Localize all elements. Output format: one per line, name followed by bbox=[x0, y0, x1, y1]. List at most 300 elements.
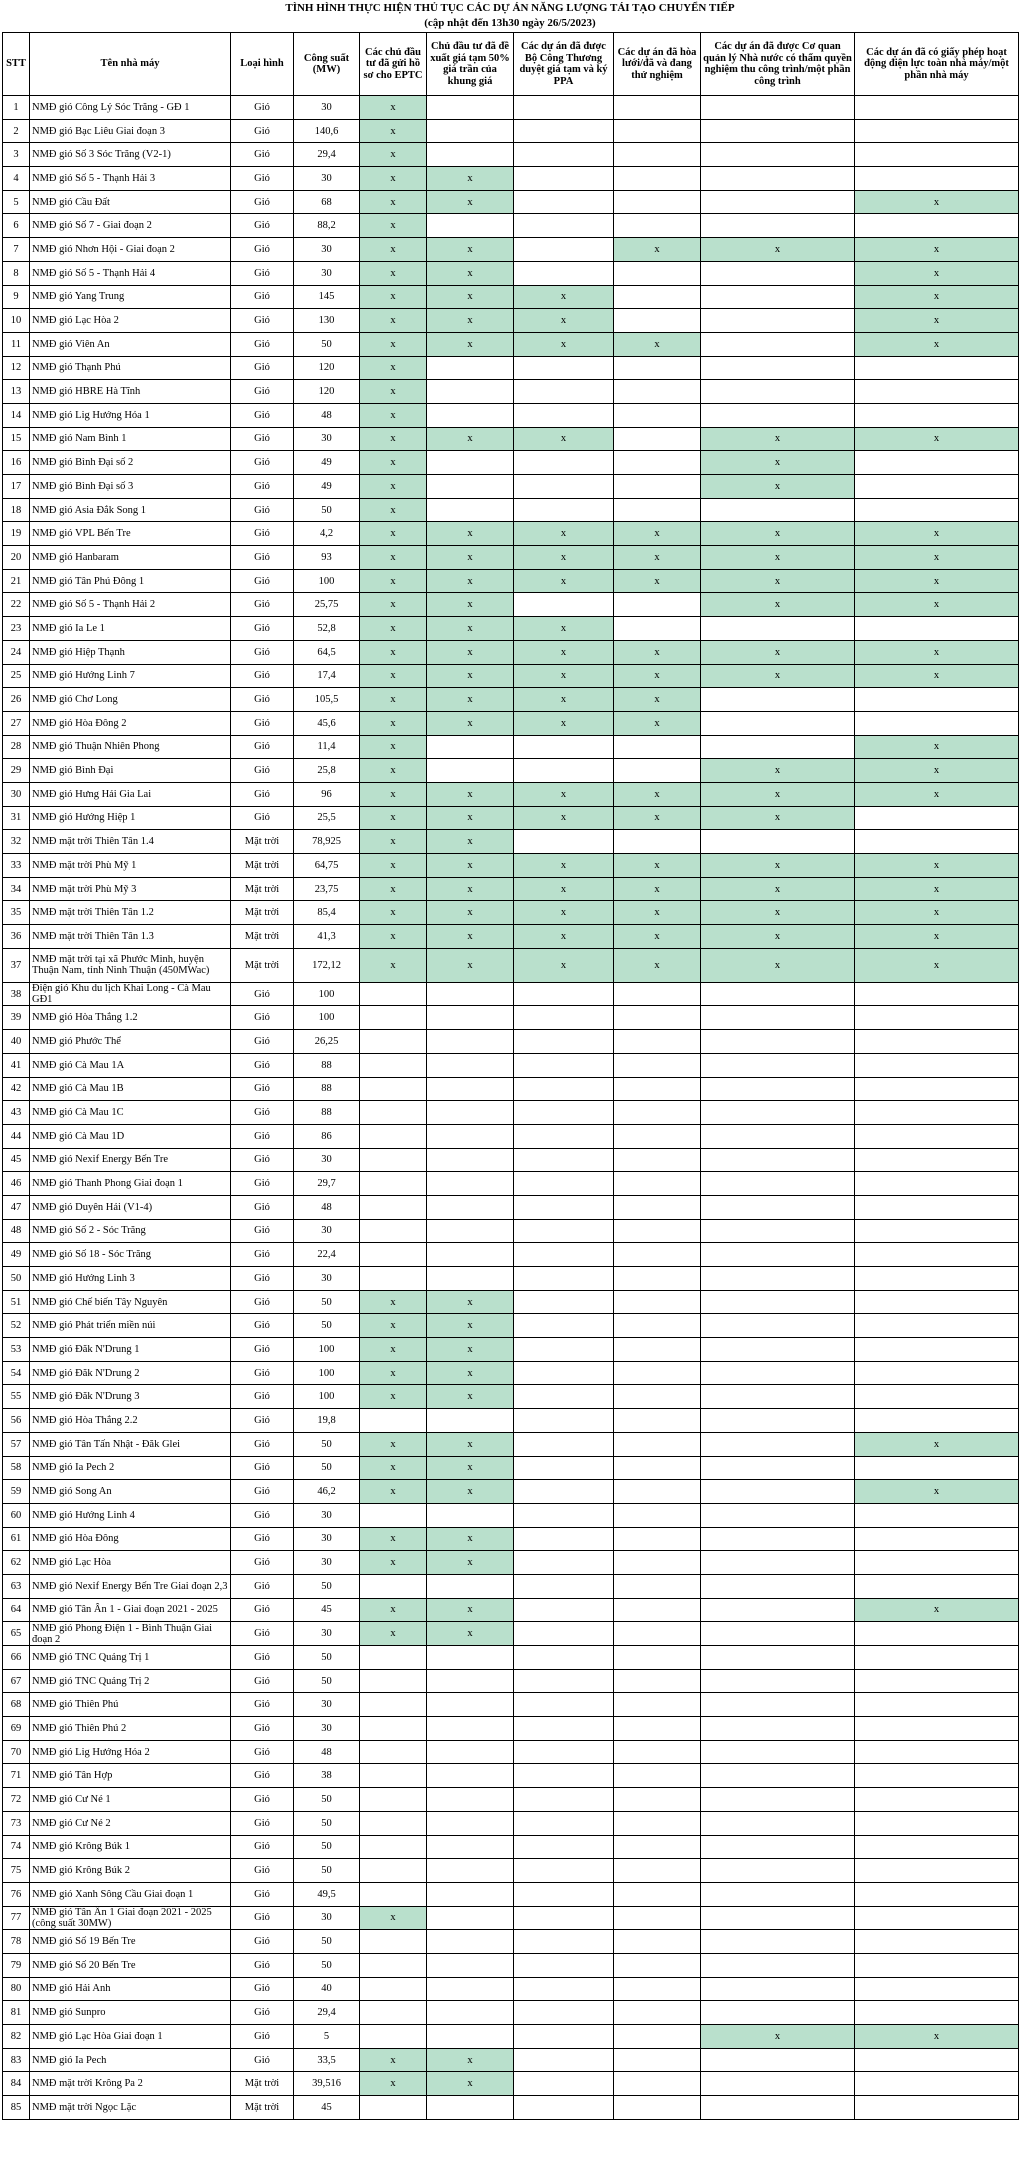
cell-capacity: 23,75 bbox=[294, 877, 360, 901]
cell-stt: 59 bbox=[3, 1480, 30, 1504]
cell-capacity: 50 bbox=[294, 1835, 360, 1859]
cell-ppa bbox=[514, 1527, 614, 1551]
cell-type: Gió bbox=[231, 569, 294, 593]
cell-ppa bbox=[514, 1574, 614, 1598]
cell-license bbox=[855, 1859, 1019, 1883]
cell-stt: 81 bbox=[3, 2001, 30, 2025]
cell-license: x bbox=[855, 522, 1019, 546]
cell-price-proposal bbox=[427, 735, 514, 759]
cell-ppa bbox=[514, 1906, 614, 1930]
cell-license: x bbox=[855, 593, 1019, 617]
cell-stt: 69 bbox=[3, 1717, 30, 1741]
cell-name: NMĐ gió Sunpro bbox=[30, 2001, 231, 2025]
cell-grid-connected bbox=[614, 1148, 701, 1172]
table-row bbox=[3, 546, 1019, 570]
table-row bbox=[3, 593, 1019, 617]
cell-acceptance bbox=[701, 1953, 855, 1977]
cell-price-proposal: x bbox=[427, 285, 514, 309]
cell-license bbox=[855, 1646, 1019, 1670]
cell-capacity: 50 bbox=[294, 1314, 360, 1338]
cell-grid-connected bbox=[614, 1693, 701, 1717]
cell-acceptance bbox=[701, 2048, 855, 2072]
table-row bbox=[3, 1622, 1019, 1646]
cell-eptc bbox=[360, 1006, 427, 1030]
cell-eptc: x bbox=[360, 380, 427, 404]
table-row bbox=[3, 1267, 1019, 1291]
cell-capacity: 48 bbox=[294, 403, 360, 427]
table-row bbox=[3, 1101, 1019, 1125]
cell-grid-connected bbox=[614, 1953, 701, 1977]
cell-capacity: 29,4 bbox=[294, 2001, 360, 2025]
col-header-license: Các dự án đã có giấy phép hoạt động điện lực toàn nhà máy/một phần nhà máy bbox=[855, 33, 1019, 96]
cell-name: NMĐ gió Cư Né 2 bbox=[30, 1811, 231, 1835]
cell-name: NMĐ gió Phước Thể bbox=[30, 1030, 231, 1054]
cell-ppa bbox=[514, 1551, 614, 1575]
cell-stt: 41 bbox=[3, 1053, 30, 1077]
cell-license bbox=[855, 1314, 1019, 1338]
cell-eptc: x bbox=[360, 96, 427, 120]
cell-stt: 1 bbox=[3, 96, 30, 120]
cell-stt: 80 bbox=[3, 1977, 30, 2001]
cell-name: NMĐ gió Duyên Hải (V1-4) bbox=[30, 1195, 231, 1219]
cell-acceptance bbox=[701, 261, 855, 285]
cell-eptc: x bbox=[360, 759, 427, 783]
cell-name: NMĐ gió Hòa Đông 2 bbox=[30, 711, 231, 735]
cell-stt: 62 bbox=[3, 1551, 30, 1575]
cell-name: NMĐ gió Cà Mau 1A bbox=[30, 1053, 231, 1077]
cell-stt: 78 bbox=[3, 1930, 30, 1954]
cell-acceptance: x bbox=[701, 475, 855, 499]
cell-license bbox=[855, 143, 1019, 167]
cell-capacity: 49 bbox=[294, 451, 360, 475]
cell-price-proposal bbox=[427, 1574, 514, 1598]
col-header-name: Tên nhà máy bbox=[30, 33, 231, 96]
cell-type: Mặt trời bbox=[231, 2072, 294, 2096]
cell-license: x bbox=[855, 332, 1019, 356]
cell-price-proposal bbox=[427, 1219, 514, 1243]
cell-ppa: x bbox=[514, 640, 614, 664]
cell-type: Mặt trời bbox=[231, 901, 294, 925]
cell-name: NMĐ gió Cà Mau 1D bbox=[30, 1124, 231, 1148]
cell-grid-connected bbox=[614, 1124, 701, 1148]
cell-eptc: x bbox=[360, 546, 427, 570]
cell-name: NMĐ gió Tân Ân 1 Giai đoạn 2021 - 2025 (công suất 30MW) bbox=[30, 1906, 231, 1930]
cell-stt: 7 bbox=[3, 238, 30, 262]
table-body bbox=[3, 96, 1019, 2120]
cell-grid-connected bbox=[614, 1835, 701, 1859]
table-row bbox=[3, 427, 1019, 451]
cell-stt: 47 bbox=[3, 1195, 30, 1219]
cell-eptc: x bbox=[360, 522, 427, 546]
cell-capacity: 88 bbox=[294, 1101, 360, 1125]
cell-capacity: 48 bbox=[294, 1195, 360, 1219]
table-row bbox=[3, 617, 1019, 641]
cell-price-proposal bbox=[427, 119, 514, 143]
cell-capacity: 145 bbox=[294, 285, 360, 309]
cell-ppa bbox=[514, 593, 614, 617]
cell-name: NMĐ gió Tân Phú Đông 1 bbox=[30, 569, 231, 593]
cell-ppa bbox=[514, 2096, 614, 2120]
cell-capacity: 30 bbox=[294, 1551, 360, 1575]
table-row bbox=[3, 1456, 1019, 1480]
cell-grid-connected bbox=[614, 1314, 701, 1338]
cell-grid-connected bbox=[614, 1338, 701, 1362]
cell-ppa bbox=[514, 2048, 614, 2072]
cell-name: NMĐ gió Tân Ân 1 - Giai đoạn 2021 - 2025 bbox=[30, 1598, 231, 1622]
cell-name: NMĐ gió Thuận Nhiên Phong bbox=[30, 735, 231, 759]
cell-grid-connected: x bbox=[614, 688, 701, 712]
cell-type: Gió bbox=[231, 119, 294, 143]
cell-price-proposal bbox=[427, 1693, 514, 1717]
cell-ppa bbox=[514, 1124, 614, 1148]
table-row bbox=[3, 925, 1019, 949]
cell-capacity: 22,4 bbox=[294, 1243, 360, 1267]
cell-grid-connected: x bbox=[614, 782, 701, 806]
cell-capacity: 30 bbox=[294, 1503, 360, 1527]
cell-ppa bbox=[514, 1243, 614, 1267]
cell-stt: 54 bbox=[3, 1361, 30, 1385]
document-header bbox=[0, 0, 1020, 32]
cell-grid-connected bbox=[614, 1053, 701, 1077]
table-row bbox=[3, 167, 1019, 191]
cell-type: Gió bbox=[231, 1764, 294, 1788]
cell-grid-connected bbox=[614, 830, 701, 854]
cell-name: NMĐ mặt trời Krông Pa 2 bbox=[30, 2072, 231, 2096]
cell-stt: 70 bbox=[3, 1740, 30, 1764]
cell-acceptance bbox=[701, 1977, 855, 2001]
cell-capacity: 30 bbox=[294, 238, 360, 262]
cell-license bbox=[855, 2072, 1019, 2096]
cell-price-proposal: x bbox=[427, 167, 514, 191]
col-header-eptc: Các chủ đầu tư đã gửi hồ sơ cho EPTC bbox=[360, 33, 427, 96]
cell-price-proposal bbox=[427, 475, 514, 499]
cell-license: x bbox=[855, 877, 1019, 901]
cell-ppa bbox=[514, 1953, 614, 1977]
cell-type: Mặt trời bbox=[231, 877, 294, 901]
cell-ppa bbox=[514, 1717, 614, 1741]
table-row bbox=[3, 1693, 1019, 1717]
cell-capacity: 100 bbox=[294, 982, 360, 1006]
cell-type: Gió bbox=[231, 1953, 294, 1977]
cell-capacity: 48 bbox=[294, 1740, 360, 1764]
cell-price-proposal bbox=[427, 1148, 514, 1172]
table-row bbox=[3, 522, 1019, 546]
cell-price-proposal: x bbox=[427, 711, 514, 735]
cell-acceptance bbox=[701, 96, 855, 120]
cell-ppa bbox=[514, 403, 614, 427]
cell-license: x bbox=[855, 2025, 1019, 2049]
cell-stt: 67 bbox=[3, 1669, 30, 1693]
cell-type: Gió bbox=[231, 1361, 294, 1385]
cell-stt: 2 bbox=[3, 119, 30, 143]
cell-license bbox=[855, 1906, 1019, 1930]
cell-ppa bbox=[514, 1835, 614, 1859]
cell-price-proposal: x bbox=[427, 238, 514, 262]
cell-eptc: x bbox=[360, 1906, 427, 1930]
cell-capacity: 50 bbox=[294, 1646, 360, 1670]
cell-acceptance bbox=[701, 1693, 855, 1717]
cell-name: NMĐ gió Đăk N'Drung 1 bbox=[30, 1338, 231, 1362]
cell-type: Gió bbox=[231, 1243, 294, 1267]
cell-eptc bbox=[360, 1717, 427, 1741]
cell-stt: 52 bbox=[3, 1314, 30, 1338]
cell-eptc: x bbox=[360, 309, 427, 333]
cell-price-proposal bbox=[427, 380, 514, 404]
cell-grid-connected bbox=[614, 1503, 701, 1527]
cell-eptc: x bbox=[360, 261, 427, 285]
cell-license: x bbox=[855, 640, 1019, 664]
cell-capacity: 30 bbox=[294, 1717, 360, 1741]
cell-eptc: x bbox=[360, 593, 427, 617]
cell-price-proposal: x bbox=[427, 190, 514, 214]
cell-license bbox=[855, 475, 1019, 499]
cell-eptc: x bbox=[360, 1432, 427, 1456]
cell-eptc: x bbox=[360, 735, 427, 759]
cell-capacity: 26,25 bbox=[294, 1030, 360, 1054]
cell-capacity: 50 bbox=[294, 1788, 360, 1812]
cell-capacity: 50 bbox=[294, 498, 360, 522]
cell-price-proposal: x bbox=[427, 2072, 514, 2096]
cell-price-proposal bbox=[427, 1267, 514, 1291]
cell-grid-connected bbox=[614, 2072, 701, 2096]
cell-price-proposal: x bbox=[427, 1314, 514, 1338]
table-row bbox=[3, 1764, 1019, 1788]
cell-stt: 18 bbox=[3, 498, 30, 522]
cell-grid-connected bbox=[614, 1219, 701, 1243]
cell-price-proposal: x bbox=[427, 261, 514, 285]
cell-acceptance bbox=[701, 1409, 855, 1433]
cell-price-proposal bbox=[427, 1788, 514, 1812]
cell-type: Mặt trời bbox=[231, 2096, 294, 2120]
cell-price-proposal bbox=[427, 1930, 514, 1954]
cell-price-proposal: x bbox=[427, 806, 514, 830]
table-row bbox=[3, 285, 1019, 309]
cell-price-proposal bbox=[427, 1006, 514, 1030]
cell-name: Điện gió Khu du lịch Khai Long - Cà Mau GĐ1 bbox=[30, 982, 231, 1006]
cell-eptc: x bbox=[360, 569, 427, 593]
cell-acceptance bbox=[701, 711, 855, 735]
cell-acceptance bbox=[701, 1290, 855, 1314]
cell-grid-connected: x bbox=[614, 546, 701, 570]
table-row bbox=[3, 1195, 1019, 1219]
cell-stt: 27 bbox=[3, 711, 30, 735]
cell-eptc bbox=[360, 1503, 427, 1527]
cell-license bbox=[855, 1764, 1019, 1788]
cell-ppa bbox=[514, 1172, 614, 1196]
table-row bbox=[3, 569, 1019, 593]
cell-acceptance: x bbox=[701, 2025, 855, 2049]
cell-ppa bbox=[514, 1290, 614, 1314]
cell-grid-connected: x bbox=[614, 877, 701, 901]
cell-type: Gió bbox=[231, 285, 294, 309]
cell-acceptance bbox=[701, 1077, 855, 1101]
cell-capacity: 30 bbox=[294, 167, 360, 191]
cell-acceptance bbox=[701, 1551, 855, 1575]
cell-ppa bbox=[514, 2025, 614, 2049]
cell-grid-connected bbox=[614, 617, 701, 641]
cell-type: Gió bbox=[231, 664, 294, 688]
cell-name: NMĐ gió Tân Hợp bbox=[30, 1764, 231, 1788]
cell-type: Gió bbox=[231, 427, 294, 451]
cell-acceptance bbox=[701, 1456, 855, 1480]
cell-ppa bbox=[514, 1432, 614, 1456]
cell-name: NMĐ gió Viên An bbox=[30, 332, 231, 356]
cell-type: Gió bbox=[231, 617, 294, 641]
cell-acceptance: x bbox=[701, 806, 855, 830]
cell-acceptance bbox=[701, 1030, 855, 1054]
cell-ppa bbox=[514, 1503, 614, 1527]
cell-acceptance bbox=[701, 1788, 855, 1812]
cell-license bbox=[855, 830, 1019, 854]
cell-stt: 5 bbox=[3, 190, 30, 214]
cell-stt: 17 bbox=[3, 475, 30, 499]
cell-price-proposal: x bbox=[427, 901, 514, 925]
cell-eptc: x bbox=[360, 356, 427, 380]
table-row bbox=[3, 1385, 1019, 1409]
table-row bbox=[3, 1172, 1019, 1196]
cell-acceptance bbox=[701, 1740, 855, 1764]
cell-stt: 30 bbox=[3, 782, 30, 806]
cell-grid-connected bbox=[614, 1101, 701, 1125]
cell-name: NMĐ gió Bạc Liêu Giai đoạn 3 bbox=[30, 119, 231, 143]
cell-ppa bbox=[514, 1646, 614, 1670]
cell-name: NMĐ mặt trời Thiên Tân 1.2 bbox=[30, 901, 231, 925]
table-row bbox=[3, 1409, 1019, 1433]
cell-acceptance bbox=[701, 1432, 855, 1456]
cell-capacity: 25,5 bbox=[294, 806, 360, 830]
cell-acceptance bbox=[701, 1811, 855, 1835]
cell-license: x bbox=[855, 285, 1019, 309]
cell-name: NMĐ gió Số 7 - Giai đoạn 2 bbox=[30, 214, 231, 238]
cell-type: Gió bbox=[231, 759, 294, 783]
table-row bbox=[3, 640, 1019, 664]
cell-name: NMĐ gió Hướng Linh 7 bbox=[30, 664, 231, 688]
cell-capacity: 88,2 bbox=[294, 214, 360, 238]
cell-acceptance bbox=[701, 309, 855, 333]
table-row bbox=[3, 2001, 1019, 2025]
cell-capacity: 96 bbox=[294, 782, 360, 806]
cell-grid-connected bbox=[614, 1456, 701, 1480]
cell-ppa: x bbox=[514, 309, 614, 333]
cell-ppa bbox=[514, 1669, 614, 1693]
cell-type: Gió bbox=[231, 143, 294, 167]
table-row bbox=[3, 238, 1019, 262]
cell-type: Gió bbox=[231, 332, 294, 356]
cell-ppa bbox=[514, 830, 614, 854]
cell-price-proposal bbox=[427, 1503, 514, 1527]
cell-eptc: x bbox=[360, 1338, 427, 1362]
cell-ppa: x bbox=[514, 332, 614, 356]
cell-ppa bbox=[514, 1148, 614, 1172]
cell-ppa bbox=[514, 1788, 614, 1812]
cell-price-proposal bbox=[427, 356, 514, 380]
cell-name: NMĐ gió Số 5 - Thạnh Hải 3 bbox=[30, 167, 231, 191]
cell-acceptance bbox=[701, 1385, 855, 1409]
cell-grid-connected bbox=[614, 1243, 701, 1267]
cell-name: NMĐ gió Số 20 Bến Tre bbox=[30, 1953, 231, 1977]
cell-capacity: 45 bbox=[294, 2096, 360, 2120]
cell-grid-connected bbox=[614, 2096, 701, 2120]
cell-type: Gió bbox=[231, 498, 294, 522]
table-row bbox=[3, 1551, 1019, 1575]
table-row bbox=[3, 190, 1019, 214]
cell-license bbox=[855, 96, 1019, 120]
cell-ppa bbox=[514, 1314, 614, 1338]
cell-acceptance: x bbox=[701, 569, 855, 593]
cell-stt: 38 bbox=[3, 982, 30, 1006]
cell-ppa bbox=[514, 451, 614, 475]
cell-acceptance bbox=[701, 356, 855, 380]
cell-price-proposal: x bbox=[427, 1551, 514, 1575]
cell-name: NMĐ gió Hưng Hải Gia Lai bbox=[30, 782, 231, 806]
cell-acceptance bbox=[701, 1338, 855, 1362]
cell-stt: 3 bbox=[3, 143, 30, 167]
cell-name: NMĐ gió Số 5 - Thạnh Hải 2 bbox=[30, 593, 231, 617]
cell-type: Mặt trời bbox=[231, 830, 294, 854]
cell-type: Gió bbox=[231, 782, 294, 806]
table-row bbox=[3, 1030, 1019, 1054]
cell-ppa: x bbox=[514, 877, 614, 901]
table-row bbox=[3, 119, 1019, 143]
cell-license: x bbox=[855, 759, 1019, 783]
cell-ppa bbox=[514, 261, 614, 285]
cell-capacity: 30 bbox=[294, 427, 360, 451]
cell-type: Gió bbox=[231, 593, 294, 617]
cell-eptc: x bbox=[360, 1622, 427, 1646]
cell-grid-connected bbox=[614, 143, 701, 167]
cell-stt: 22 bbox=[3, 593, 30, 617]
cell-eptc: x bbox=[360, 190, 427, 214]
table-row bbox=[3, 2025, 1019, 2049]
cell-price-proposal bbox=[427, 1882, 514, 1906]
table-row bbox=[3, 806, 1019, 830]
cell-type: Gió bbox=[231, 1030, 294, 1054]
cell-ppa bbox=[514, 190, 614, 214]
cell-capacity: 50 bbox=[294, 1290, 360, 1314]
cell-price-proposal bbox=[427, 1077, 514, 1101]
cell-capacity: 68 bbox=[294, 190, 360, 214]
cell-name: NMĐ gió Đăk N'Drung 3 bbox=[30, 1385, 231, 1409]
cell-grid-connected bbox=[614, 451, 701, 475]
cell-license bbox=[855, 1953, 1019, 1977]
cell-grid-connected: x bbox=[614, 948, 701, 982]
cell-grid-connected bbox=[614, 1930, 701, 1954]
table-row bbox=[3, 877, 1019, 901]
cell-ppa bbox=[514, 1195, 614, 1219]
cell-acceptance bbox=[701, 190, 855, 214]
cell-price-proposal bbox=[427, 1811, 514, 1835]
cell-eptc bbox=[360, 1409, 427, 1433]
cell-acceptance bbox=[701, 1764, 855, 1788]
cell-acceptance bbox=[701, 1835, 855, 1859]
cell-eptc: x bbox=[360, 214, 427, 238]
cell-type: Gió bbox=[231, 1385, 294, 1409]
cell-name: NMĐ gió Cà Mau 1C bbox=[30, 1101, 231, 1125]
cell-type: Gió bbox=[231, 1503, 294, 1527]
cell-stt: 11 bbox=[3, 332, 30, 356]
cell-price-proposal bbox=[427, 759, 514, 783]
cell-license bbox=[855, 167, 1019, 191]
cell-capacity: 46,2 bbox=[294, 1480, 360, 1504]
cell-eptc bbox=[360, 1977, 427, 2001]
cell-acceptance bbox=[701, 1361, 855, 1385]
cell-license: x bbox=[855, 546, 1019, 570]
cell-eptc bbox=[360, 1030, 427, 1054]
cell-stt: 83 bbox=[3, 2048, 30, 2072]
cell-name: NMĐ gió Thiên Phú 2 bbox=[30, 1717, 231, 1741]
cell-name: NMĐ gió Lạc Hòa 2 bbox=[30, 309, 231, 333]
cell-grid-connected bbox=[614, 2001, 701, 2025]
